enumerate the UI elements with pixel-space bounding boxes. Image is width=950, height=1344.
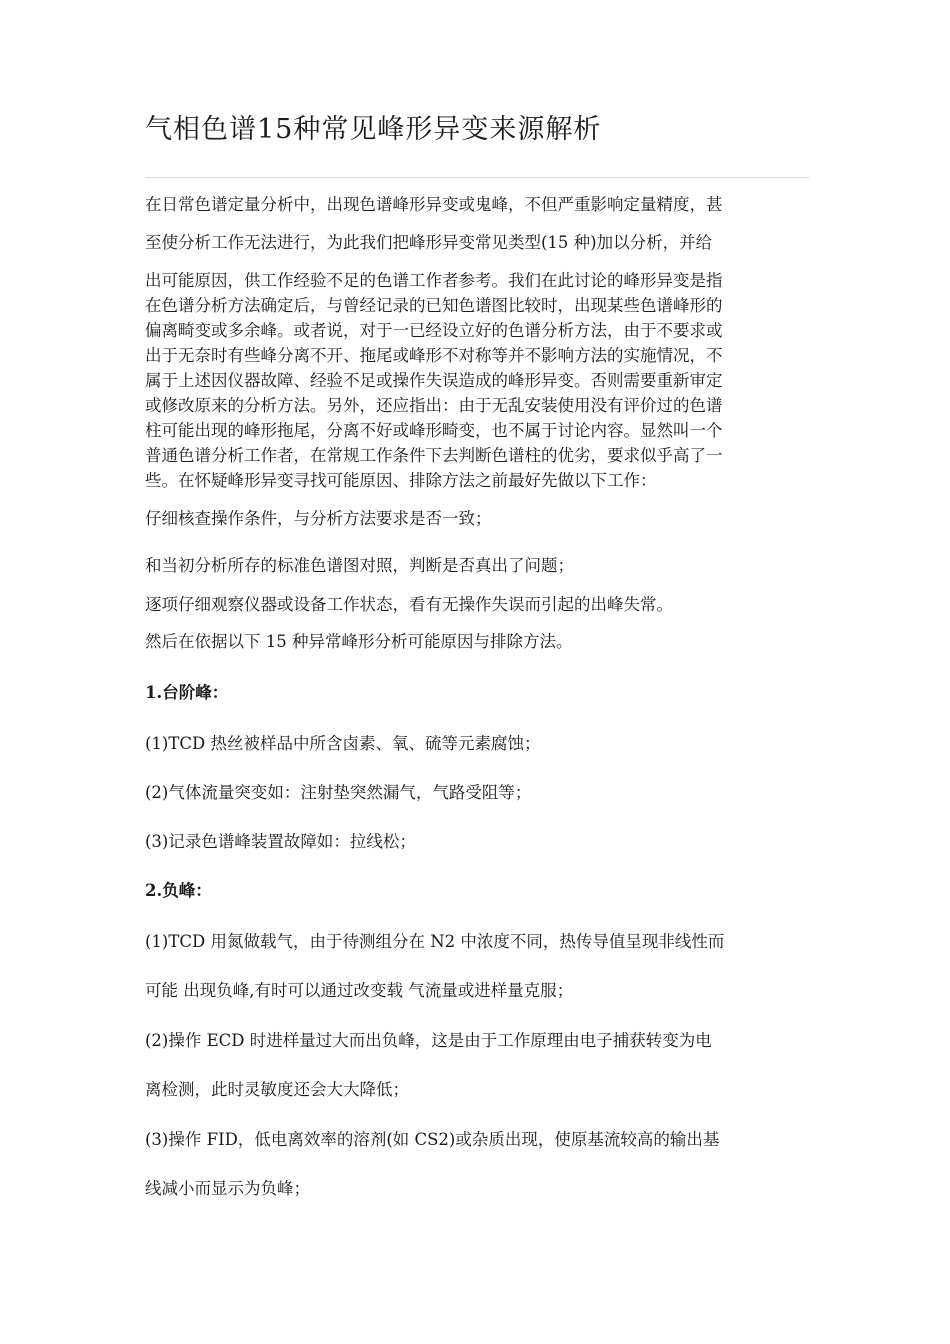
section-2-item: (1)TCD 用氮做载气，由于待测组分在 N2 中浓度不同，热传导值呈现非线性而 <box>145 932 725 951</box>
section-2-heading: 2.负峰： <box>145 881 212 900</box>
intro-line-11: 些。在怀疑峰形异变寻找可能原因、排除方法之前最好先做以下工作： <box>145 471 657 490</box>
section-2-item: (3)操作 FID，低电离效率的溶剂(如 CS2)或杂质出现，使原基流较高的输出基 <box>145 1130 720 1149</box>
section-1-item: (2)气体流量突变如：注射垫突然漏气，气路受阻等； <box>145 783 532 802</box>
intro-line-2: 至使分析工作无法进行，为此我们把峰形异变常见类型(15 种)加以分析，并给 <box>145 233 713 252</box>
document-title: 气相色谱15种常见峰形异变来源解析 <box>145 114 602 145</box>
intro-line-3: 出可能原因，供工作经验不足的色谱工作者参考。我们在此讨论的峰形异变是指 <box>145 271 723 290</box>
intro-line-4: 在色谱分析方法确定后，与曾经记录的已知色谱图比较时，出现某些色谱峰形的 <box>145 296 723 315</box>
title-divider <box>145 177 809 178</box>
step-compare-standard: 和当初分析所存的标准色谱图对照，判断是否真出了问题； <box>145 556 574 575</box>
step-then-analyze: 然后在依据以下 15 种异常峰形分析可能原因与排除方法。 <box>145 632 573 651</box>
section-1-item: (3)记录色谱峰装置故障如：拉线松； <box>145 832 416 851</box>
intro-line-8: 或修改原来的分析方法。另外，还应指出：由于无乱安装使用没有评价过的色谱 <box>145 396 723 415</box>
intro-line-6: 出于无奈时有些峰分离不开、拖尾或峰形不对称等并不影响方法的实施情况，不 <box>145 346 723 365</box>
section-2-item-cont: 离检测，此时灵敏度还会大大降低； <box>145 1080 409 1099</box>
intro-line-7: 属于上述因仪器故障、经验不足或操作失误造成的峰形异变。否则需要重新审定 <box>145 371 723 390</box>
intro-line-10: 普通色谱分析工作者，在常规工作条件下去判断色谱柱的优劣，要求似乎高了一 <box>145 446 723 465</box>
step-check-conditions: 仔细核查操作条件，与分析方法要求是否一致； <box>145 509 492 528</box>
section-1-item: (1)TCD 热丝被样品中所含卤素、氧、硫等元素腐蚀； <box>145 734 541 753</box>
section-1-heading: 1.台阶峰： <box>145 683 229 702</box>
section-2-item-cont: 可能 出现负峰,有时可以通过改变载 气流量或进样量克服； <box>145 981 574 1000</box>
step-inspect-instrument: 逐项仔细观察仪器或设备工作状态，看有无操作失误而引起的出峰失常。 <box>145 595 673 614</box>
section-2-item: (2)操作 ECD 时进样量过大而出负峰，这是由于工作原理由电子捕获转变为电 <box>145 1031 712 1050</box>
intro-line-5: 偏离畸变或多余峰。或者说，对于一已经设立好的色谱分析方法，由于不要求或 <box>145 321 723 340</box>
intro-line-1: 在日常色谱定量分析中，出现色谱峰形异变或鬼峰，不但严重影响定量精度，甚 <box>145 195 723 214</box>
intro-line-9: 柱可能出现的峰形拖尾，分离不好或峰形畸变，也不属于讨论内容。显然叫一个 <box>145 421 723 440</box>
section-2-item-cont: 线减小而显示为负峰； <box>145 1179 310 1198</box>
